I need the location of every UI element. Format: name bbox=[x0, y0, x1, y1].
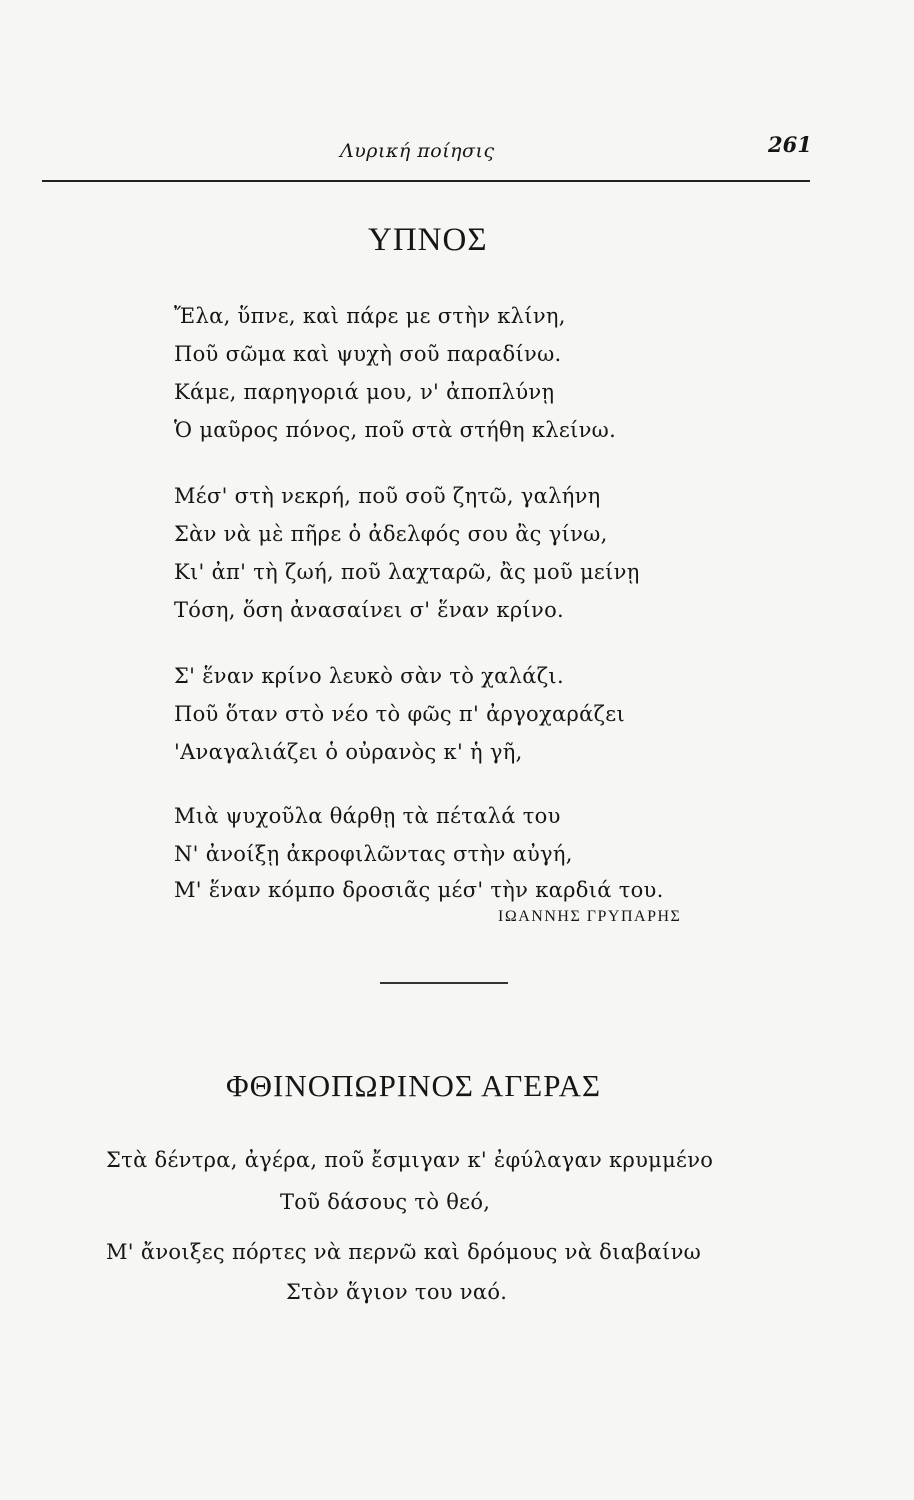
poem-line: Ὁ μαῦρος πόνος, ποῦ στὰ στήθη κλείνω. bbox=[174, 418, 617, 442]
poem-line: Κάμε, παρηγοριά μου, ν' ἀποπλύνῃ bbox=[174, 380, 555, 404]
poem-line: Στὸν ἅγιον του ναό. bbox=[286, 1280, 508, 1304]
poem-line: Μ' ἕναν κόμπο δροσιᾶς μέσ' τὴν καρδιά του. bbox=[174, 878, 664, 902]
header-rule bbox=[42, 180, 810, 182]
poem-line: Ἔλα, ὕπνε, καὶ πάρε με στὴν κλίνη, bbox=[174, 304, 566, 328]
poem-author: ΙΩΑΝΝΗΣ ΓΡΥΠΑΡΗΣ bbox=[498, 908, 682, 925]
poem-line: Ποῦ ὅταν στὸ νέο τὸ φῶς π' ἀργοχαράζει bbox=[174, 702, 626, 726]
poem-line: Σ' ἕναν κρίνο λευκὸ σὰν τὸ χαλάζι. bbox=[174, 664, 564, 688]
running-head: Λυρική ποίησις bbox=[340, 140, 495, 162]
poem-line: Ν' ἀνοίξῃ ἀκροφιλῶντας στὴν αὐγή, bbox=[174, 842, 573, 866]
poem-line: Μιὰ ψυχοῦλα θάρθῃ τὰ πέταλά του bbox=[174, 804, 561, 828]
section-separator bbox=[380, 982, 508, 984]
poem-line: Μ' ἄνοιξες πόρτες νὰ περνῶ καὶ δρόμους νὰ διαβαίνω bbox=[106, 1240, 702, 1264]
poem-line: Στὰ δέντρα, ἀγέρα, ποῦ ἔσμιγαν κ' ἐφύλαγαν κρυμμένο bbox=[106, 1148, 714, 1172]
poem-title-ypnos: ΥΠΝΟΣ bbox=[368, 222, 488, 258]
poem-line: Ποῦ σῶμα καὶ ψυχὴ σοῦ παραδίνω. bbox=[174, 342, 562, 366]
poem-line: Τοῦ δάσους τὸ θεό, bbox=[280, 1190, 491, 1214]
poem-line: Τόση, ὅση ἀνασαίνει σ' ἕναν κρίνο. bbox=[174, 598, 565, 622]
page-number: 261 bbox=[768, 132, 812, 157]
poem-line: Μέσ' στὴ νεκρή, ποῦ σοῦ ζητῶ, γαλήνη bbox=[174, 484, 601, 508]
poem-line: Σὰν νὰ μὲ πῆρε ὁ ἀδελφός σου ἂς γίνω, bbox=[174, 522, 608, 546]
poem-title-fthinoporinos-ageras: ΦΘΙΝΟΠΩΡΙΝΟΣ ΑΓΕΡΑΣ bbox=[226, 1068, 602, 1103]
poem-line: 'Αναγαλιάζει ὁ οὐρανὸς κ' ἡ γῆ, bbox=[174, 740, 523, 764]
poem-line: Κι' ἀπ' τὴ ζωή, ποῦ λαχταρῶ, ἂς μοῦ μείνῃ bbox=[174, 560, 640, 584]
